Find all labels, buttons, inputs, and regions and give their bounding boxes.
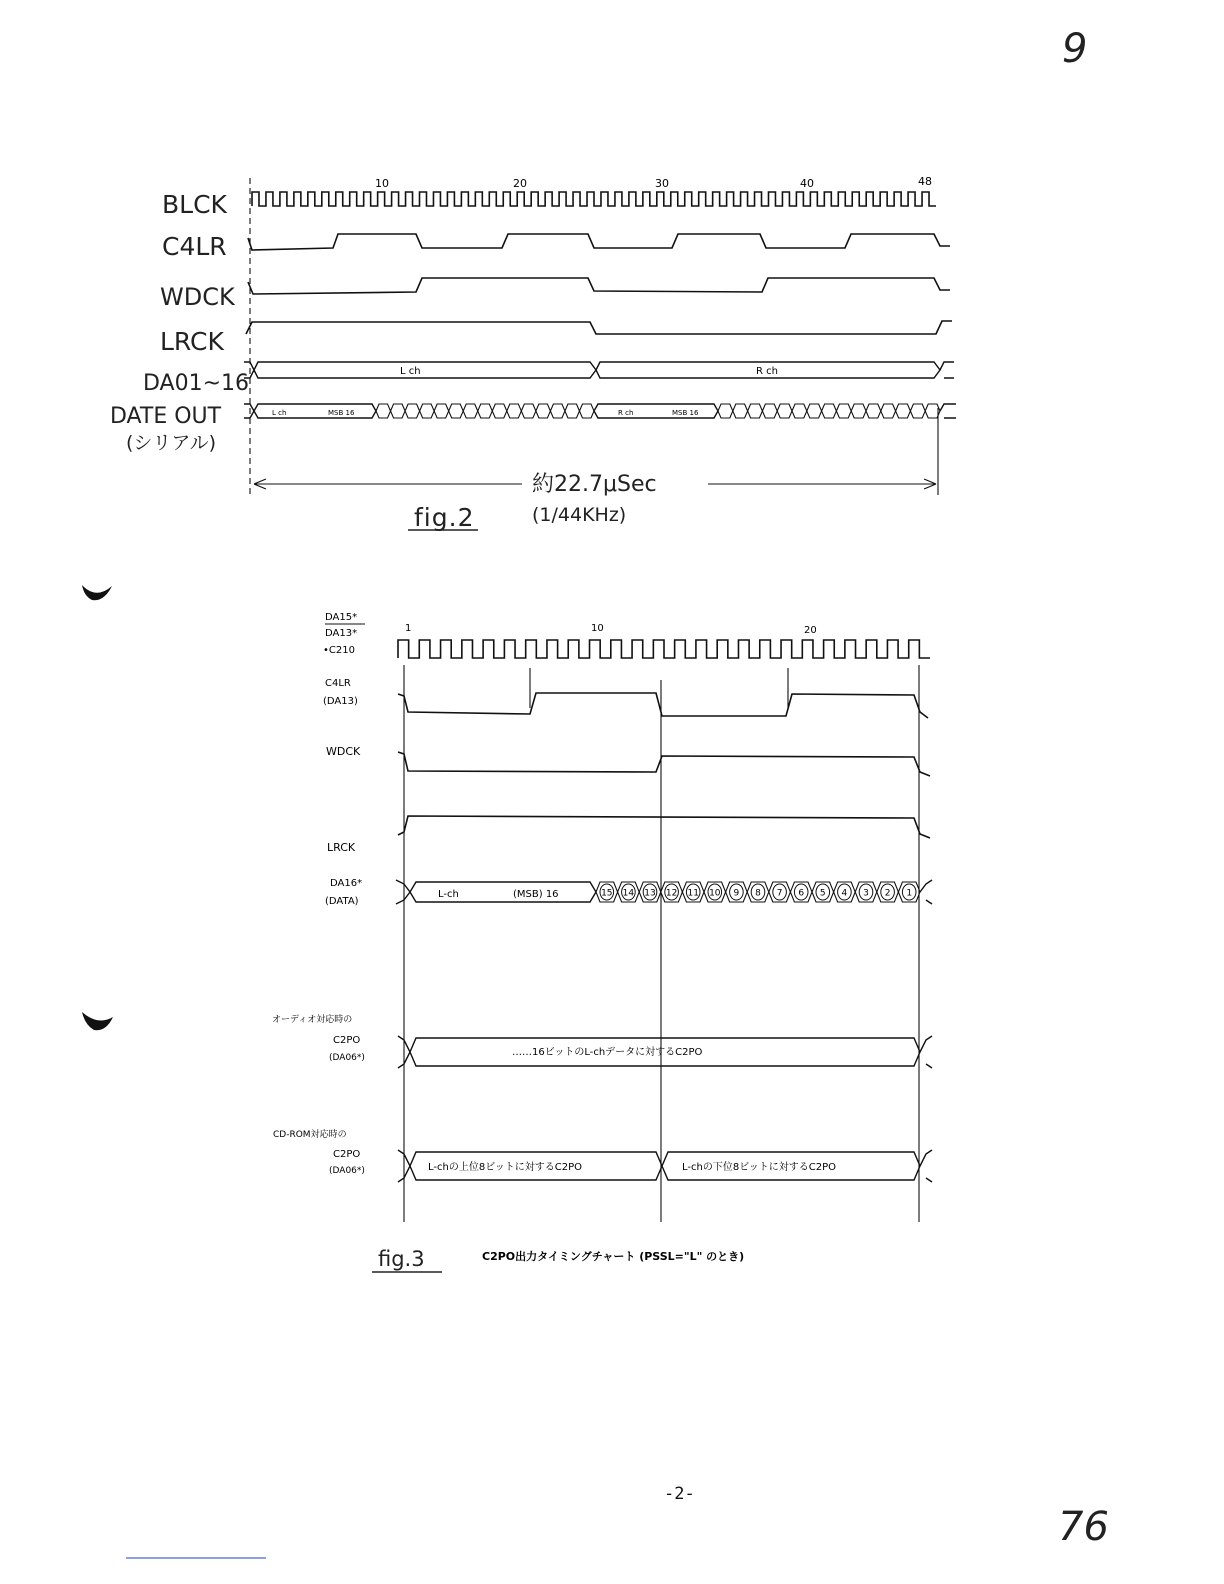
fig2-dateout-bit-cell [507,404,522,418]
fig3-label-data-2: (DATA) [325,896,359,907]
fig2-dateout-bit-cell [762,404,777,418]
fig2-period-label: 約22.7μSec [532,472,657,497]
fig2-dateout-bit-cell [405,404,420,418]
fig3-label-cdrom-3: (DA06*) [329,1166,365,1176]
fig2-da-rch: R ch [756,366,778,377]
fig2-dateout-bit-cell [851,404,866,418]
fig3-c4lr-waveform [398,693,928,718]
fig3-label-wdck: WDCK [326,745,361,758]
fig2-dateout-bit-cell [896,404,911,418]
fig2-label-da: DA01~16 [143,371,250,396]
fig2-label-wdck: WDCK [160,283,235,311]
page-number-top: 9 [1062,26,1088,72]
fig2-dateout-bit-cell [579,404,594,418]
fig2-dateout-bit-cell [733,404,748,418]
fig2-label-c4lr: C4LR [162,232,227,261]
fig2-dateout-bit-cell [866,404,881,418]
fig2-dateout-bit-cell [420,404,435,418]
fig3-label-clk-2: DA13* [325,628,358,639]
fig3-data-msb: (MSB) 16 [513,889,559,900]
fig3-clock-waveform [398,640,930,658]
fig2-tick-10: 10 [375,177,389,190]
fig3-label-audio-1: オーディオ対応時の [272,1015,353,1025]
fig2-dateout-bit-cell [792,404,807,418]
fig2-tick-30: 30 [655,177,669,190]
fig2-freq-label: (1/44KHz) [532,504,627,526]
fig3-bit-label: 11 [687,888,699,899]
fig2-c4lr-waveform [248,234,950,250]
fig3-data-lch: L-ch [438,889,459,900]
fig2-lrck-waveform [246,321,952,334]
fig2-dateout-bit-cell [836,404,851,418]
fig2-label-blck: BLCK [162,190,227,219]
fig3-tick-1: 1 [405,623,412,634]
fig2-dateout-bit-cell [718,404,733,418]
fig3-label-clk-3: •C210 [323,645,355,656]
fig3-bit-label: 2 [884,888,891,899]
fig3-label-c4lr-1: C4LR [325,678,351,689]
fig2-label-dateout-sub: (シリアル) [126,432,217,454]
fig3-cdrom-bus-upper: L-chの上位8ビットに対するC2PO [428,1162,583,1173]
fig3-bit-label: 10 [709,888,721,899]
fig2-tick-48: 48 [918,175,932,188]
fig3-bit-label: 15 [601,888,613,899]
fig2-dateout-bit-cell [777,404,792,418]
fig3-title: C2PO出力タイミングチャート (PSSL="L" のとき) [482,1250,745,1263]
fig3-bit-label: 12 [665,888,678,899]
fig2-dateout-bit-cell [536,404,551,418]
fig3-label-lrck: LRCK [327,841,356,854]
fig2-dateout-bit-cell [565,404,580,418]
fig3-caption: fig.3 [378,1247,425,1271]
fig3-label-c4lr-2: (DA13) [323,696,358,707]
fig2-dateout-bit-cell [910,404,925,418]
fig2-dateout-bit-cell [807,404,822,418]
page-number-bottom: 76 [1058,1504,1109,1550]
fig3-audio-bus-text: ……16ビットのL-chデータに対するC2PO [512,1047,703,1058]
fig2-dateout-bit-cell [449,404,464,418]
fig2-label-lrck: LRCK [160,327,224,356]
fig3-bit-label: 5 [819,888,826,899]
fig2-dateout-bit-cell [492,404,507,418]
fig2-wdck-waveform [248,278,950,294]
fig3-label-cdrom-1: CD-ROM対応時の [273,1130,347,1140]
fig3-bit-label: 7 [776,888,783,899]
fig3-label-cdrom-2: C2PO [333,1149,361,1160]
fig2-dateout-bit-cell [822,404,837,418]
fig2-caption: fig.2 [414,503,475,532]
fig3-label-clk-1: DA15* [325,612,358,623]
fig2-dateout-bit-cell [376,404,391,418]
fig3-bit-label: 14 [622,888,635,899]
fig2-dateout-bit-cell [463,404,478,418]
fig3-bit-label: 9 [733,888,740,899]
fig2-tick-20: 20 [513,177,527,190]
fig3-bit-label: 3 [863,888,869,899]
binder-hole-mark-top [82,585,112,600]
fig3-label-audio-2: C2PO [333,1035,361,1046]
fig2-dateout-msb-r: MSB 16 [672,409,699,417]
binder-hole-mark-bottom [82,1012,113,1030]
fig3-wdck-waveform [398,752,930,776]
fig3-label-data-1: DA16* [330,878,363,889]
page-footer: -2- [664,1484,695,1504]
fig3-tick-10: 10 [591,623,604,634]
fig3-bit-label: 6 [798,888,805,899]
fig3-label-audio-3: (DA06*) [329,1053,365,1063]
fig2-dateout-lch: L ch [272,409,287,417]
fig3-cdrom-bus-lower: L-chの下位8ビットに対するC2PO [682,1162,837,1173]
fig2-dateout-bit-cell [391,404,406,418]
fig3-tick-20: 20 [804,625,817,636]
fig3-bit-label: 1 [906,888,913,899]
fig3-bit-label: 4 [841,888,848,899]
fig2-da-bus [244,362,954,378]
fig2-dateout-bit-cell [521,404,536,418]
fig3-bit-label: 13 [644,888,656,899]
fig2-da-lch: L ch [400,366,421,377]
fig3-bit-label: 8 [755,888,761,899]
fig2-dateout-bit-cell [478,404,493,418]
fig2-dateout-bit-cell [434,404,449,418]
fig2-dateout-bit-cell [748,404,763,418]
fig2-tick-40: 40 [800,177,814,190]
fig2-dateout-rch: R ch [618,409,634,417]
fig3-lrck-waveform [398,816,930,838]
fig2-dateout-bit-cell [550,404,565,418]
fig2-dateout-bit-cell [881,404,896,418]
fig2-dateout-msb-l: MSB 16 [328,409,355,417]
fig2-blck-waveform [252,192,936,206]
fig2-label-dateout: DATE OUT [110,404,222,429]
